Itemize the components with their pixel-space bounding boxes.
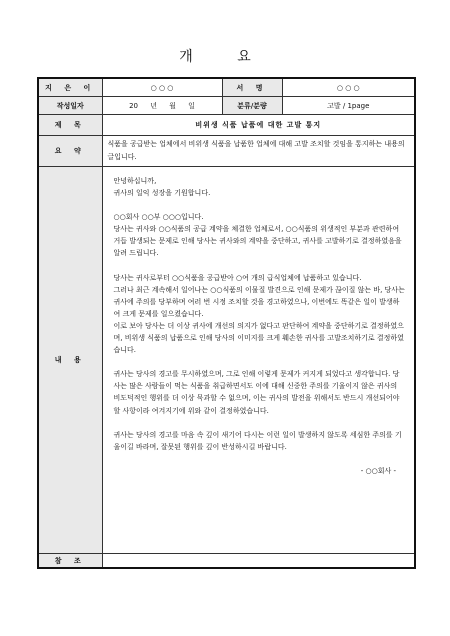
subject-row (38, 115, 415, 136)
closing-paragraph: 귀사는 당사의 경고를 마음 속 깊이 새기어 다시는 이런 일이 발생하지 않도록 세심한 주의를 기울이길 바라며, 잘못된 행위를 깊이 반성하시길 바랍니다. (113, 430, 402, 451)
category-label: 분류/분량 (222, 97, 282, 115)
problem-paragraph: 그러나 최근 계속해서 일어나는 ○○식품의 이물질 발견으로 인해 문제가 끊이질 않는 바, 당사는 귀사에 주의를 당부하며 여러 번 시정 조치할 것을 경고하였으나, 이번에도 똑같은 일이 발생하여 크게 문제를 일으켰습니다. (113, 285, 405, 318)
summary-label: 요 약 (38, 136, 102, 167)
reference-row (38, 554, 415, 569)
category-value: 고발 / 1page (282, 97, 415, 115)
context-paragraph: 당사는 귀사로부터 ○○식품을 공급받아 ○여 개의 급식업체에 납품하고 있습니다. (113, 273, 362, 282)
content-label: 내 용 (38, 167, 102, 554)
date-label: 작성일자 (38, 97, 102, 115)
date-value: 20 년 월 일 (102, 97, 222, 115)
content-row (38, 167, 415, 554)
reference-value (102, 554, 415, 569)
decision-paragraph: 이로 보아 당사는 더 이상 귀사에 개선의 의지가 없다고 판단하여 계약을 중단하기로 결정하였으며, 비위생 식품의 납품으로 인해 당사의 이미지를 크게 훼손한 귀사를 고발조치하기로 결정하였습니다. (113, 321, 404, 355)
content-body (102, 167, 415, 554)
reason-paragraph: 귀사는 당사의 경고를 무시하였으며, 그로 인해 이렇게 문제가 커지게 되었다고 생각합니다. 당사는 많은 사람들이 먹는 식품을 취급하면서도 이에 대해 신중한 주의를 기울이지 않은 귀사의 비도덕적인 행위를 더 이상 묵과할 수 없으며, 이는 귀사의 발전을 위해서도 반드시 개선되어야 할 사항이라 여겨지기에 위와 같이 결정하였습니다. (113, 370, 400, 415)
author-row (38, 78, 415, 97)
summary-value: 식품을 공급받는 업체에서 비위생 식품을 납품한 업체에 대해 고발 조치할 것임을 통지하는 내용의 글입니다. (102, 136, 415, 167)
summary-row (38, 136, 415, 167)
date-row (38, 97, 415, 115)
notice-paragraph: 당사는 귀사와 ○○식품의 공급 계약을 체결한 업체로서, ○○식품의 위생적인 부분과 관련하여 거듭 발생되는 문제로 인해 당사는 귀사와의 계약을 중단하고, 귀사를 고발하기로 결정하였음을 알려 드립니다. (113, 225, 402, 258)
greeting: 안녕하십니까, (113, 177, 157, 185)
page-title: 개 요 (179, 49, 271, 65)
subject-label: 제 목 (38, 115, 102, 136)
subject-value: 비위생 식품 납품에 대한 고발 통지 (102, 115, 415, 136)
reference-label: 참 조 (38, 554, 102, 569)
company-signature: - ○○회사 - (360, 466, 396, 475)
signature-value: ○ ○ ○ (282, 78, 415, 97)
greeting-wish: 귀사의 일익 성장을 기원합니다. (113, 189, 211, 198)
author-label: 지 은 이 (38, 78, 102, 97)
sender-intro: ○○회사 ○○부 ○○○입니다. (113, 213, 204, 222)
author-value: ○ ○ ○ (102, 78, 222, 97)
signature-label: 서 명 (222, 78, 282, 97)
summary-form (37, 77, 416, 569)
